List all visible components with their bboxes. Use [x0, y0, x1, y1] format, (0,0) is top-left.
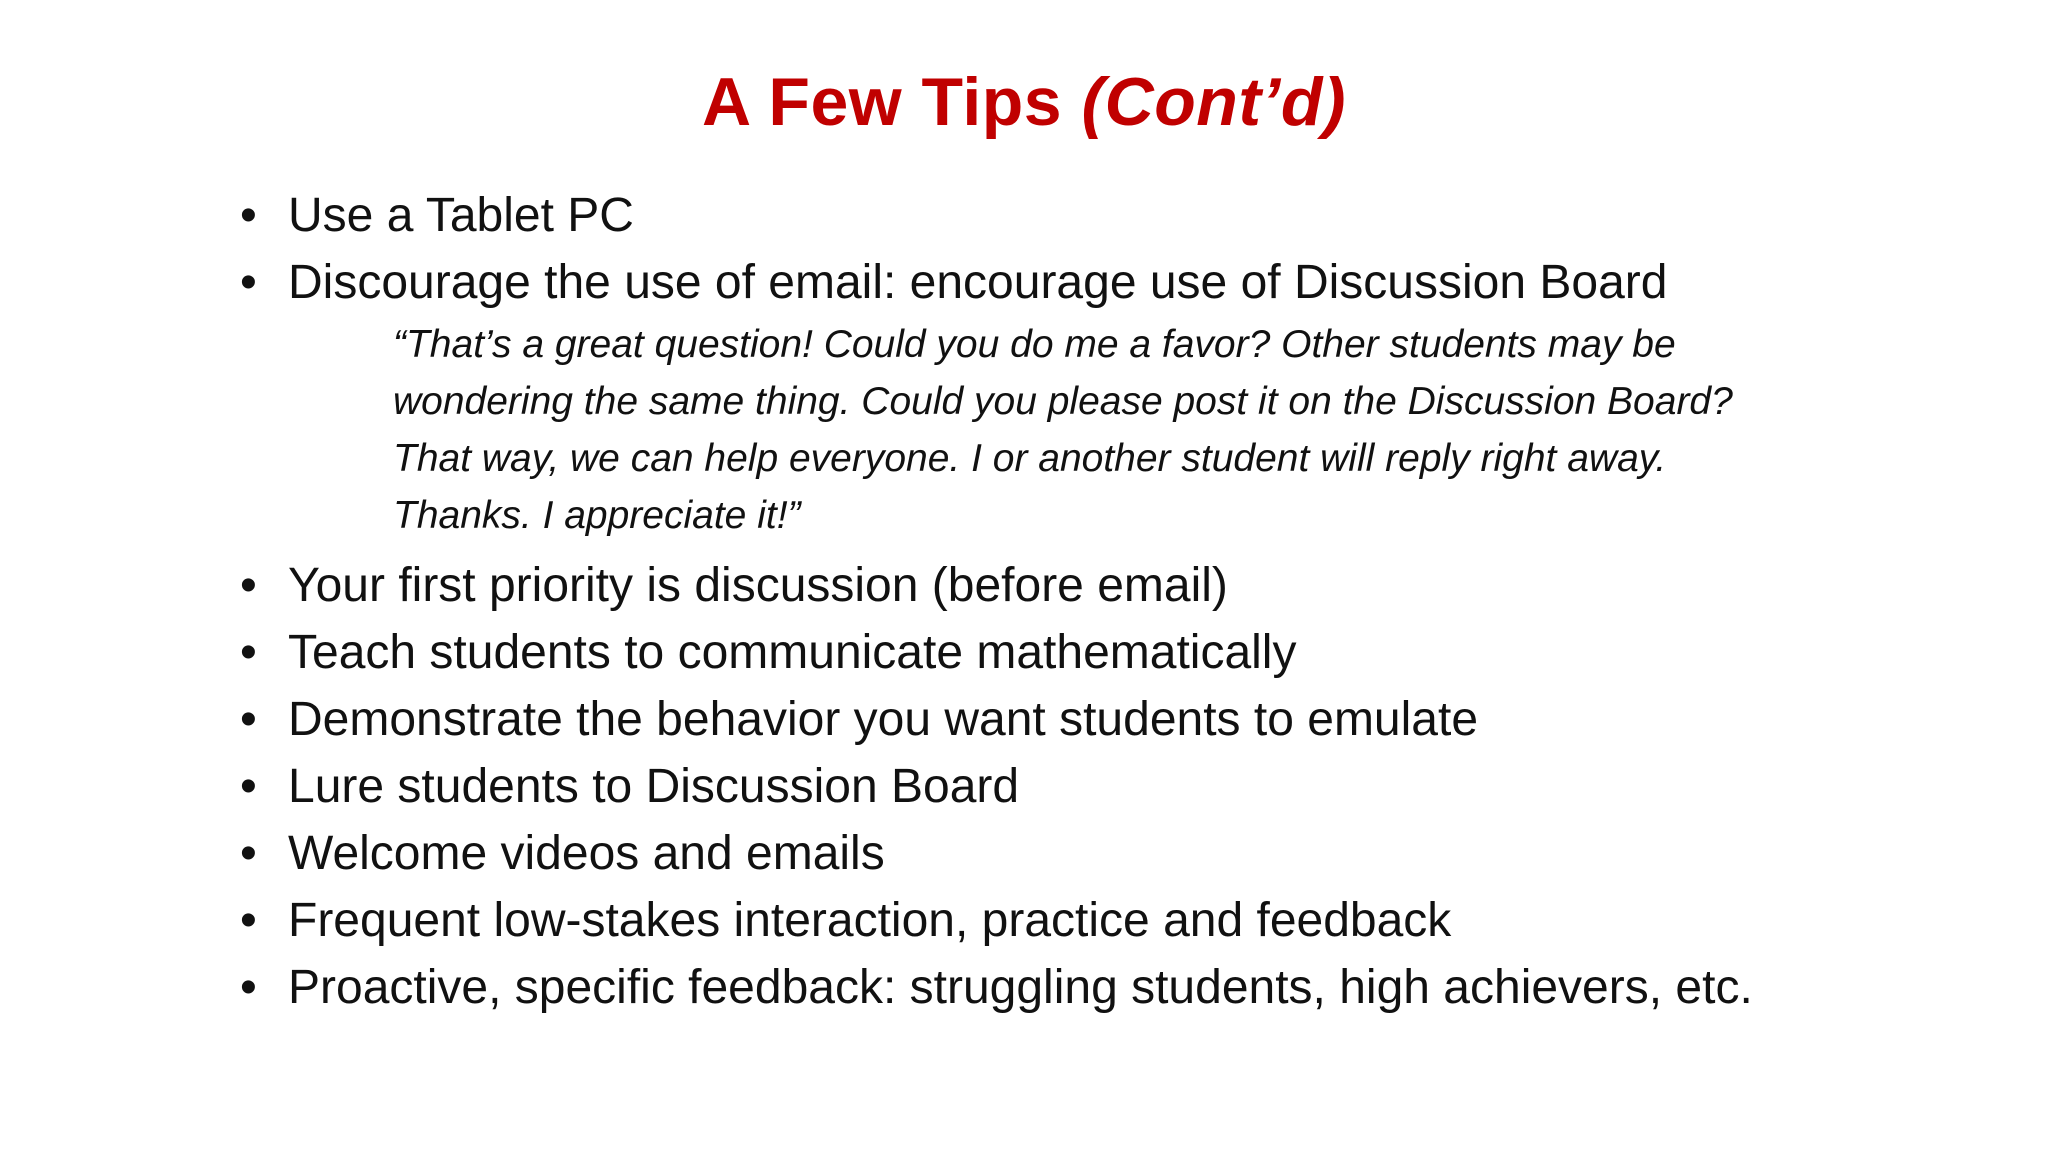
bullet-dot-icon: • [240, 559, 257, 612]
bullet-item [240, 619, 1800, 686]
slide-title [0, 62, 2048, 142]
bullet-dot-icon: • [240, 760, 257, 813]
bullet-text: Welcome videos and emails [288, 827, 885, 880]
bullet-text: Teach students to communicate mathematically [288, 626, 1297, 679]
bullet-item [240, 249, 1800, 316]
slide-title-italic: (Cont’d) [1081, 64, 1347, 140]
bullet-item [240, 552, 1800, 619]
bullet-dot-icon: • [240, 189, 257, 242]
quote-block: “That’s a great question! Could you do me a favor? Other students may be wondering the same thing. Could you please post it on the Discussion Board? That way, we can help everyone. I or another student will reply right away. Thanks. I appreciate it!” [393, 323, 1733, 537]
bullet-item [240, 753, 1800, 820]
bullet-list [240, 182, 1800, 1021]
bullet-dot-icon: • [240, 894, 257, 947]
bullet-text: Demonstrate the behavior you want students to emulate [288, 693, 1479, 746]
bullet-dot-icon: • [240, 626, 257, 679]
bullet-text: Proactive, specific feedback: struggling students, high achievers, etc. [288, 961, 1753, 1014]
bullet-text: Your first priority is discussion (before email) [288, 559, 1228, 612]
bullet-text: Lure students to Discussion Board [288, 760, 1020, 813]
bullet-item [240, 954, 1800, 1021]
bullet-text: Discourage the use of email: encourage use of Discussion Board [288, 256, 1668, 309]
bullet-text: Use a Tablet PC [288, 189, 634, 242]
bullet-dot-icon: • [240, 827, 257, 880]
bullet-item [240, 686, 1800, 753]
bullet-dot-icon: • [240, 961, 257, 1014]
slide-title-main: A Few Tips [701, 64, 1082, 140]
bullet-item [240, 182, 1800, 249]
bullet-item [240, 887, 1800, 954]
bullet-text: Frequent low-stakes interaction, practice and feedback [288, 894, 1452, 947]
bullet-dot-icon: • [240, 693, 257, 746]
bullet-dot-icon: • [240, 256, 257, 309]
bullet-item [240, 820, 1800, 887]
